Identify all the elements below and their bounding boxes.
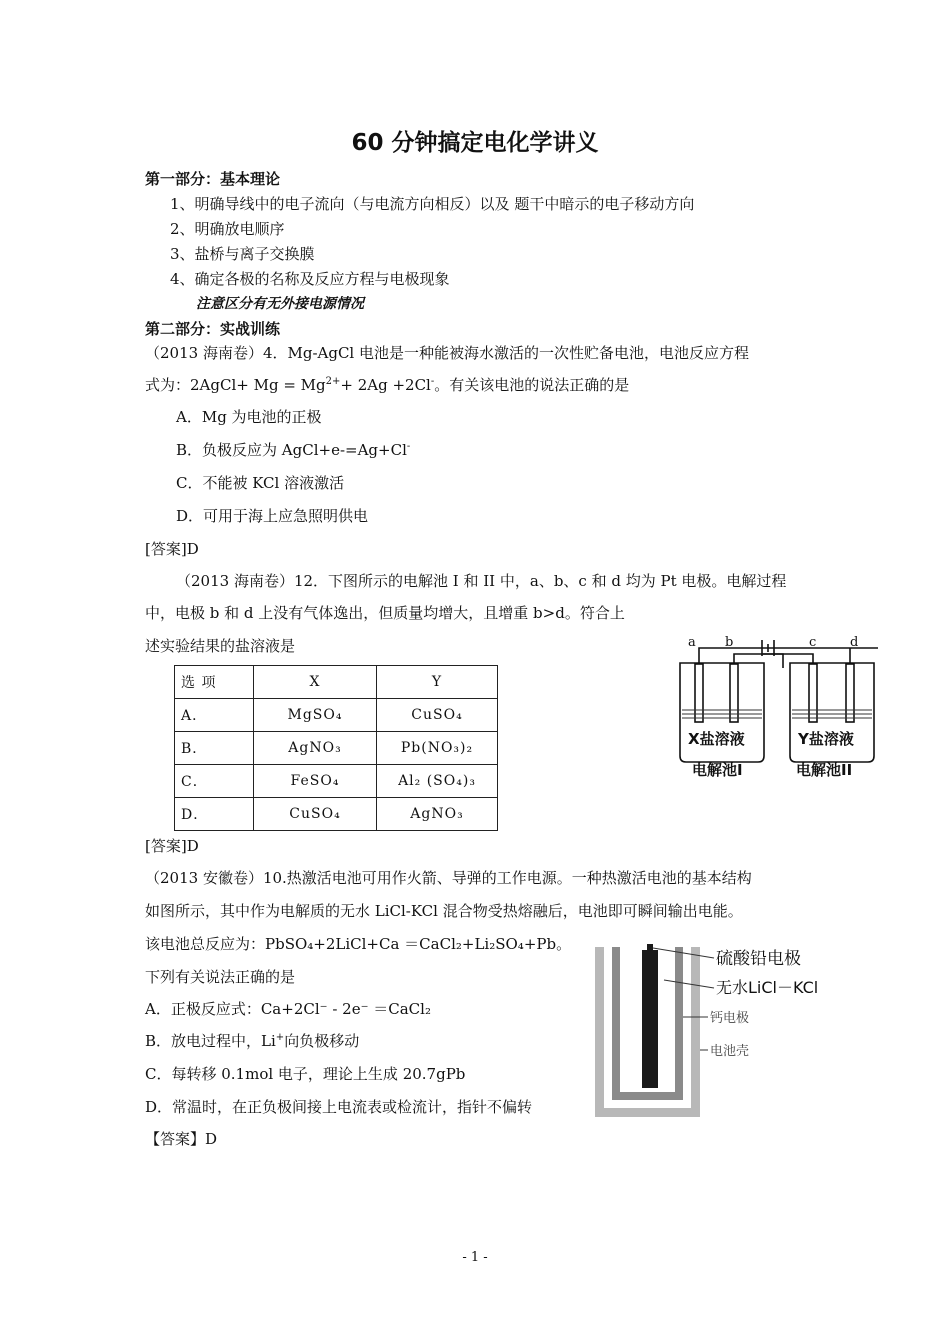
table-row bbox=[175, 765, 498, 798]
table-cell: AgNO₃ bbox=[377, 798, 498, 831]
table-cell: AgNO₃ bbox=[254, 732, 377, 765]
lead-sulfate-electrode-label: 硫酸铅电极 bbox=[716, 949, 801, 969]
cell-1-label: 电解池I bbox=[692, 761, 743, 779]
table-row bbox=[175, 699, 498, 732]
part1-item-1: 1、明确导线中的电子流向（与电流方向相反）以及 题干中暗示的电子移动方向 bbox=[170, 195, 695, 213]
table-cell: CuSO₄ bbox=[254, 798, 377, 831]
electrode-label-a: a bbox=[688, 635, 696, 650]
table-row bbox=[175, 732, 498, 765]
q1-line1: （2013 海南卷）4．Mg-AgCl 电池是一种能被海水激活的一次性贮备电池，电池反应方程 bbox=[145, 344, 749, 362]
q1-option-d: D．可用于海上应急照明供电 bbox=[176, 507, 369, 525]
q1-equation: 式为：2AgCl+ $Mg = Mg^{2+}+ 2Ag +2Cl^-$。有关该电池的说法正确的是 bbox=[145, 376, 630, 394]
table-cell: A． bbox=[175, 699, 254, 732]
part2-heading: 第二部分：实战训练 bbox=[145, 320, 281, 338]
table-header-cell: X bbox=[254, 666, 377, 699]
x-solution-label: X盐溶液 bbox=[688, 730, 745, 748]
table-cell: MgSO₄ bbox=[254, 699, 377, 732]
electrode-label-d: d bbox=[850, 635, 859, 650]
q1-answer: [答案]D bbox=[145, 540, 199, 558]
q2-line3: 述实验结果的盐溶液是 bbox=[145, 637, 296, 655]
q3-option-d: D．常温时，在正负极间接上电流表或检流计，指针不偏转 bbox=[145, 1098, 533, 1116]
part1-item-4: 4、确定各极的名称及反应方程与电极现象 bbox=[170, 270, 450, 288]
table-header-cell: Y bbox=[377, 666, 498, 699]
y-solution-label: Y盐溶液 bbox=[798, 730, 854, 748]
table-cell: B． bbox=[175, 732, 254, 765]
table-row bbox=[175, 666, 498, 699]
table-cell: CuSO₄ bbox=[377, 699, 498, 732]
q3-line4: 下列有关说法正确的是 bbox=[145, 968, 296, 986]
q1-option-c: C．不能被 KCl 溶液激活 bbox=[176, 474, 345, 492]
electrode-label-b: b bbox=[725, 635, 734, 650]
q2-line2: 中，电极 b 和 d 上没有气体逸出，但质量均增大，且增重 b>d。符合上 bbox=[145, 604, 625, 622]
page-number: - 1 - bbox=[462, 1250, 488, 1265]
part1-item-2: 2、明确放电顺序 bbox=[170, 220, 285, 238]
cell-2-label: 电解池II bbox=[796, 761, 853, 779]
q3-option-b: B．放电过程中，Li+向负极移动 bbox=[145, 1032, 360, 1050]
table-header-cell: 选 项 bbox=[175, 666, 254, 699]
thermal-battery-diagram bbox=[590, 942, 855, 1122]
electrode-label-c: c bbox=[809, 635, 817, 650]
table-cell: FeSO₄ bbox=[254, 765, 377, 798]
calcium-electrode-label: 钙电极 bbox=[710, 1011, 750, 1026]
q3-option-a: A．正极反应式：Ca+2Cl⁻ - 2e⁻ ＝CaCl₂ bbox=[145, 1000, 431, 1018]
part1-heading: 第一部分：基本理论 bbox=[145, 170, 281, 188]
table-row bbox=[175, 798, 498, 831]
battery-shell-label: 电池壳 bbox=[710, 1044, 750, 1059]
q1-option-b: B．负极反应为 AgCl+e-=Ag+Cl- bbox=[176, 441, 411, 459]
part1-note: 注意区分有无外接电源情况 bbox=[196, 296, 364, 312]
q2-answer: [答案]D bbox=[145, 837, 199, 855]
q3-answer: 【答案】D bbox=[145, 1130, 218, 1148]
table-cell: D． bbox=[175, 798, 254, 831]
q2-line1: （2013 海南卷）12．下图所示的电解池 I 和 II 中，a、b、c 和 d 均为 Pt 电极。电解过程 bbox=[176, 572, 787, 590]
q3-line3: 该电池总反应为：PbSO₄+2LiCl+Ca ＝CaCl₂+Li₂SO₄+Pb。 bbox=[145, 935, 572, 953]
electrolysis-diagram bbox=[668, 628, 883, 783]
q1-option-a: A．Mg 为电池的正极 bbox=[176, 408, 322, 426]
q3-line1: （2013 安徽卷）10.热激活电池可用作火箭、导弹的工作电源。一种热激活电池的基本结构 bbox=[145, 869, 752, 887]
q2-options-table bbox=[174, 665, 498, 831]
page-title: 60 分钟搞定电化学讲义 bbox=[351, 130, 599, 156]
table-cell: C． bbox=[175, 765, 254, 798]
q3-line2: 如图所示，其中作为电解质的无水 LiCl-KCl 混合物受热熔融后，电池即可瞬间输出电能。 bbox=[145, 902, 743, 920]
electrolyte-label: 无水LiCl－KCl bbox=[716, 978, 819, 997]
part1-item-3: 3、盐桥与离子交换膜 bbox=[170, 245, 315, 263]
table-cell: Pb(NO₃)₂ bbox=[377, 732, 498, 765]
table-cell: Al₂ (SO₄)₃ bbox=[377, 765, 498, 798]
q3-option-c: C．每转移 0.1mol 电子，理论上生成 20.7gPb bbox=[145, 1065, 466, 1083]
